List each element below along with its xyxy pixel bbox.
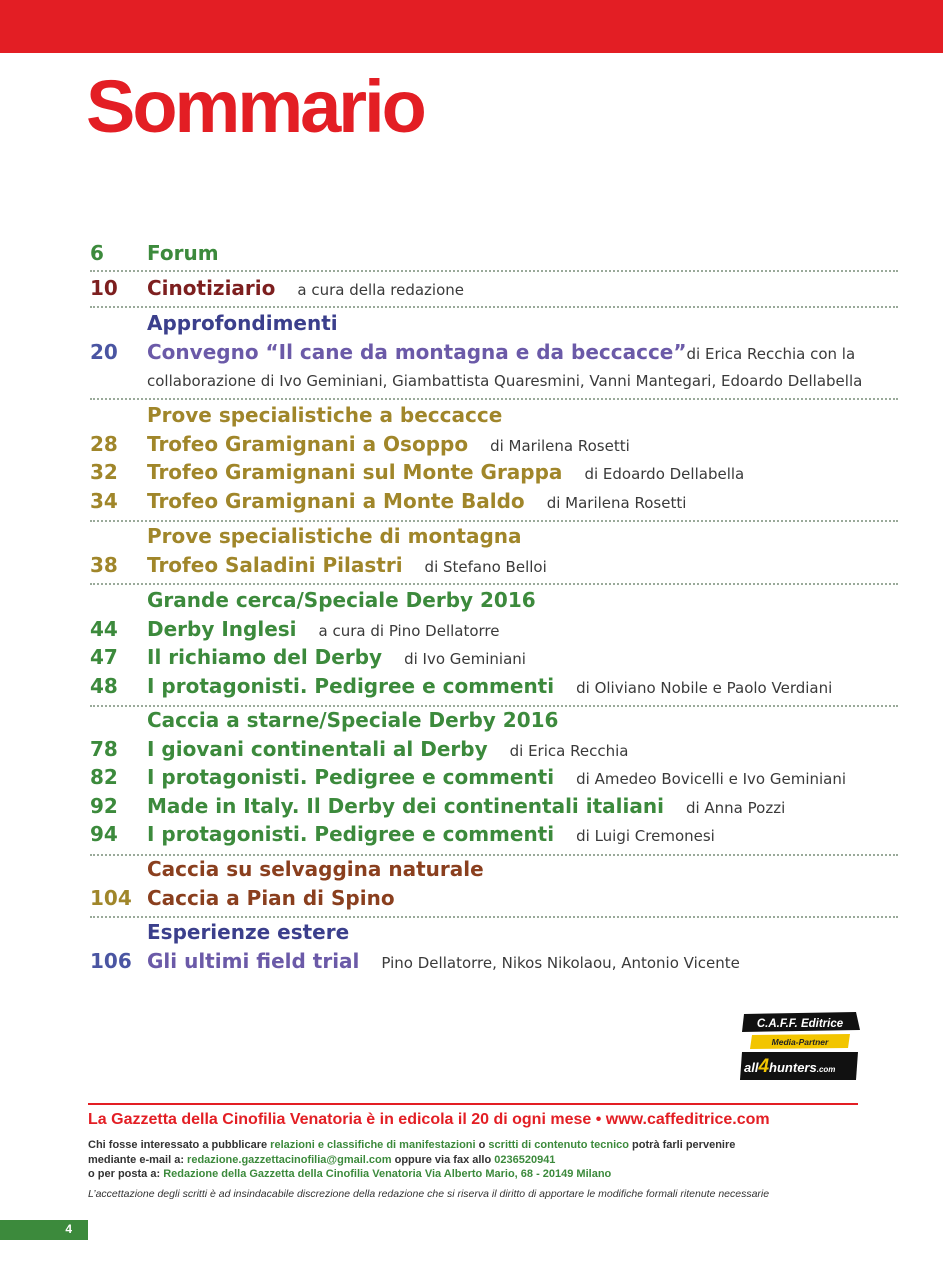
- entry-title: Derby Inglesi: [147, 617, 297, 641]
- toc-entry[interactable]: [90, 238, 898, 268]
- footer-text: o per posta a:: [88, 1168, 164, 1180]
- footer-text: oppure via fax allo: [391, 1154, 495, 1166]
- entry-author: di Edoardo Dellabella: [584, 465, 745, 483]
- toc-section-starne: [90, 705, 898, 856]
- page-number: 94: [90, 822, 118, 846]
- entry-author: di Ivo Geminiani: [404, 650, 526, 668]
- entry-author: di Erica Recchia con la: [686, 345, 856, 363]
- entry-author: a cura della redazione: [297, 281, 465, 299]
- footer-line-3: [88, 1168, 611, 1180]
- entry-author: di Luigi Cremonesi: [576, 827, 715, 845]
- entry-author: di Stefano Belloi: [424, 558, 547, 576]
- badge-brand-4: 4: [758, 1056, 770, 1077]
- badge-brand-a: all: [744, 1060, 759, 1075]
- toc-entry[interactable]: [90, 762, 898, 792]
- section-heading: Esperienze estere: [147, 920, 350, 944]
- footer-divider: [88, 1103, 858, 1105]
- badge-publisher: C.A.F.F. Editrice: [756, 1018, 844, 1030]
- postal-address: Redazione della Gazzetta della Cinofilia Venatoria Via Alberto Mario, 68 - 20149 Milano: [163, 1168, 612, 1180]
- section-heading: Approfondimenti: [147, 311, 338, 335]
- page-number: 106: [90, 949, 132, 973]
- footer-headline: La Gazzetta della Cinofilia Venatoria è in edicola il 20 di ogni mese • www.caffeditrice.com: [88, 1111, 770, 1128]
- badge-partner: Media-Partner: [771, 1037, 829, 1047]
- toc-section-selvaggina: [90, 854, 898, 918]
- toc-entry[interactable]: [90, 642, 898, 672]
- entry-title: I protagonisti. Pedigree e commenti: [147, 765, 555, 789]
- toc-entry[interactable]: [90, 273, 898, 303]
- badge-brand-c: .com: [816, 1065, 836, 1074]
- section-heading: Caccia a starne/Speciale Derby 2016: [147, 708, 559, 732]
- toc-section-approfondimenti: [90, 308, 898, 400]
- page-number: 28: [90, 432, 118, 456]
- section-heading: Prove specialistiche a beccacce: [147, 403, 503, 427]
- toc-entry[interactable]: [90, 734, 898, 764]
- entry-title: Gli ultimi field trial: [147, 949, 360, 973]
- page-number: 48: [90, 674, 118, 698]
- page-number: 92: [90, 794, 118, 818]
- entry-title: Caccia a Pian di Spino: [147, 886, 395, 910]
- entry-author: di Erica Recchia: [509, 742, 629, 760]
- entry-title: Il richiamo del Derby: [147, 645, 383, 669]
- footer-text: o: [475, 1139, 489, 1151]
- toc-entry[interactable]: [90, 614, 898, 644]
- top-red-bar: [0, 0, 943, 53]
- entry-title: Made in Italy. Il Derby dei continentali italiani: [147, 794, 664, 818]
- entry-author: di Marilena Rosetti: [546, 494, 687, 512]
- page-number: 78: [90, 737, 118, 761]
- page-number: 82: [90, 765, 118, 789]
- page-number: 34: [90, 489, 118, 513]
- toc-section-forum: [90, 238, 898, 272]
- page-number: 104: [90, 886, 132, 910]
- toc-section-estere: [90, 917, 898, 979]
- section-heading: Grande cerca/Speciale Derby 2016: [147, 588, 536, 612]
- footer-line-1: [88, 1139, 735, 1151]
- section-heading: Prove specialistiche di montagna: [147, 524, 522, 548]
- toc-section-grande-cerca: [90, 585, 898, 707]
- entry-title: Trofeo Gramignani a Osoppo: [147, 432, 469, 456]
- page-number: 20: [90, 340, 118, 364]
- entry-title: Cinotiziario: [147, 276, 276, 300]
- footer-text: potrà farli pervenire: [629, 1139, 736, 1151]
- footer-highlight: relazioni e classifiche di manifestazioni: [270, 1139, 476, 1151]
- page-number: 47: [90, 645, 118, 669]
- entry-title: Trofeo Gramignani a Monte Baldo: [147, 489, 525, 513]
- footer-text: Chi fosse interessato a pubblicare: [88, 1139, 271, 1151]
- toc-entry[interactable]: [90, 671, 898, 701]
- entry-author: Pino Dellatorre, Nikos Nikolaou, Antonio Vicente: [381, 954, 740, 972]
- footer-line-2: [88, 1154, 555, 1166]
- toc-entry[interactable]: [90, 819, 898, 849]
- section-heading: Caccia su selvaggina naturale: [147, 857, 484, 881]
- fax-number: 0236520941: [494, 1154, 556, 1166]
- media-partner-logo[interactable]: [738, 1010, 862, 1082]
- toc-section-cinotiziario: [90, 273, 898, 308]
- toc-entry[interactable]: [90, 791, 898, 821]
- entry-author-continued: collaborazione di Ivo Geminiani, Giambattista Quaresmini, Vanni Mantegari, Edoardo Dellabella: [147, 372, 863, 390]
- page-number: 44: [90, 617, 118, 641]
- email-link[interactable]: redazione.gazzettacinofilia@gmail.com: [187, 1154, 392, 1166]
- toc-entry[interactable]: [90, 946, 898, 976]
- entry-title: I protagonisti. Pedigree e commenti: [147, 822, 555, 846]
- footer-disclaimer: L’accettazione degli scritti è ad insindacabile discrezione della redazione che si riserva il diritto di apportare le modifiche formali ritenute necessarie: [88, 1188, 770, 1200]
- entry-author: di Marilena Rosetti: [490, 437, 630, 455]
- entry-title: Trofeo Saladini Pilastri: [147, 553, 403, 577]
- entry-author: di Amedeo Bovicelli e Ivo Geminiani: [576, 770, 847, 788]
- toc-entry[interactable]: [90, 337, 898, 367]
- footer-highlight: scritti di contenuto tecnico: [488, 1139, 629, 1151]
- entry-author: di Oliviano Nobile e Paolo Verdiani: [576, 679, 833, 697]
- entry-title: Forum: [147, 241, 219, 265]
- page-number-label: 4: [65, 1222, 72, 1236]
- entry-title: I giovani continentali al Derby: [147, 737, 488, 761]
- page-number-box: [0, 1220, 88, 1240]
- toc-entry[interactable]: [90, 457, 898, 487]
- page-number: 10: [90, 276, 118, 300]
- toc-entry[interactable]: [90, 429, 898, 459]
- toc-section-beccacce: [90, 400, 898, 522]
- page-title: Sommario: [86, 65, 424, 148]
- entry-title: I protagonisti. Pedigree e commenti: [147, 674, 555, 698]
- toc-entry[interactable]: [90, 883, 898, 913]
- badge-brand-b: hunters: [769, 1060, 817, 1075]
- page-number: 38: [90, 553, 118, 577]
- page-number: 32: [90, 460, 118, 484]
- entry-author: a cura di Pino Dellatorre: [318, 622, 500, 640]
- entry-title: Convegno “Il cane da montagna e da beccacce”: [147, 340, 687, 364]
- entry-title: Trofeo Gramignani sul Monte Grappa: [147, 460, 563, 484]
- entry-author: di Anna Pozzi: [685, 799, 786, 817]
- page-number: 6: [90, 241, 104, 265]
- footer-text: mediante e-mail a:: [88, 1154, 188, 1166]
- toc-entry[interactable]: [90, 486, 898, 516]
- toc-entry[interactable]: [90, 550, 898, 580]
- toc-section-montagna: [90, 521, 898, 585]
